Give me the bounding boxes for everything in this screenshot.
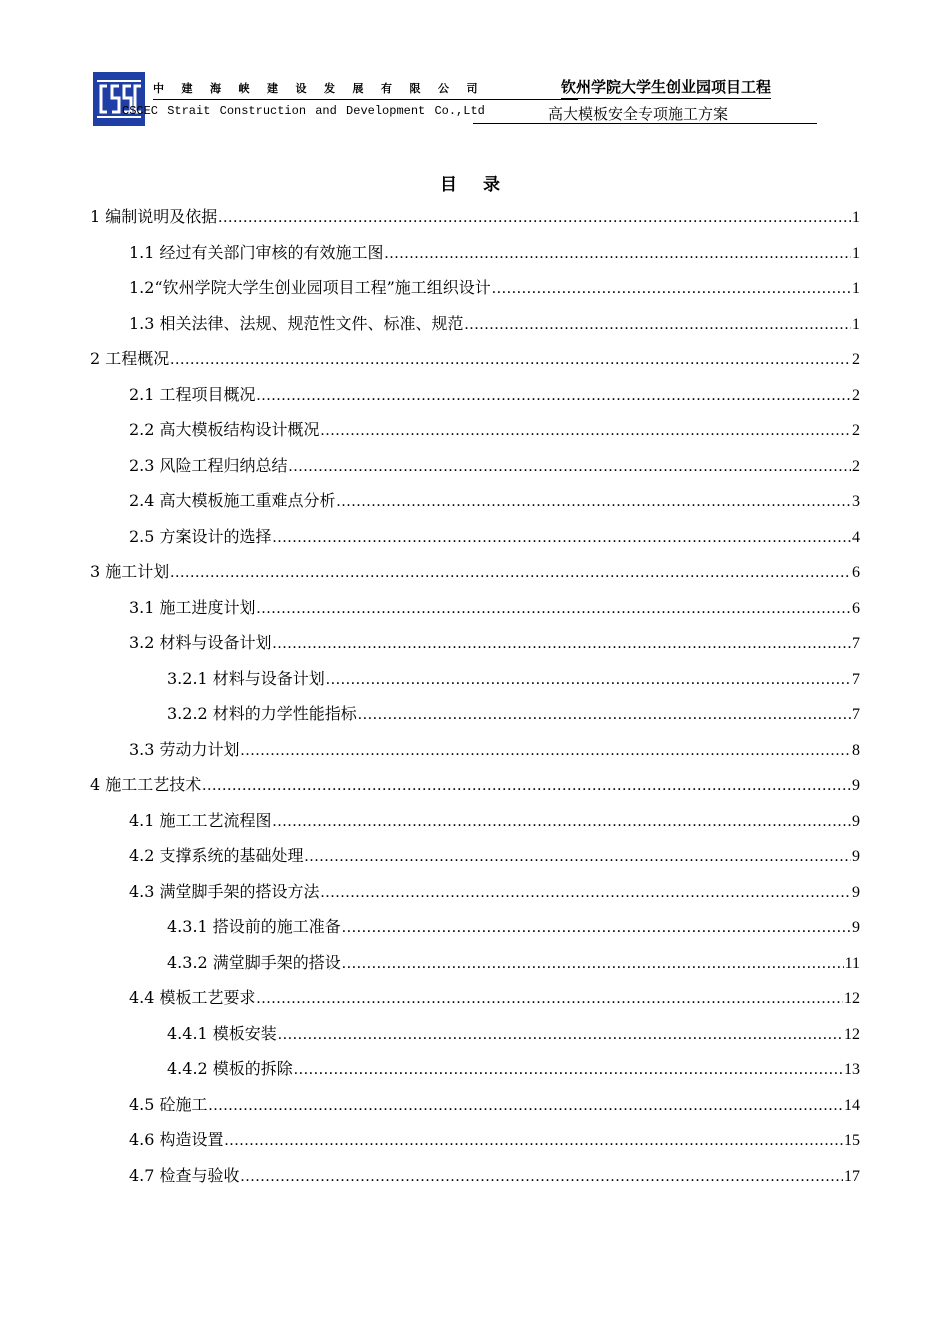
toc-entry-label: 4.7 检查与验收 — [129, 1165, 240, 1185]
toc-entry[interactable] — [90, 311, 860, 347]
toc-entry-page: 9 — [852, 848, 860, 865]
toc-entry-page: 2 — [852, 386, 860, 404]
toc-entry[interactable] — [90, 559, 860, 595]
toc-entry[interactable] — [90, 1163, 860, 1199]
toc-entry-page: 7 — [852, 670, 860, 688]
toc-leader-dots — [305, 848, 851, 866]
toc-entry[interactable] — [90, 275, 860, 311]
toc-leader-dots — [492, 280, 851, 298]
toc-entry[interactable] — [90, 595, 860, 631]
toc-leader-dots — [337, 493, 851, 511]
toc-entry-label: 2.5 方案设计的选择 — [129, 526, 272, 546]
toc-leader-dots — [273, 813, 851, 831]
toc-entry-label: 4 施工工艺技术 — [90, 775, 202, 794]
toc-entry-label: 3.3 劳动力计划 — [129, 739, 240, 759]
toc-entry-page: 8 — [852, 741, 860, 759]
toc-leader-dots — [257, 600, 851, 618]
toc-entry[interactable] — [90, 985, 860, 1021]
toc-entry[interactable] — [90, 204, 860, 240]
toc-entry[interactable] — [90, 701, 860, 737]
plan-title: 高大模板安全专项施工方案 — [548, 105, 729, 123]
toc-entry-page: 1 — [852, 209, 860, 226]
toc-entry[interactable] — [90, 453, 860, 489]
toc-entry-label: 3.1 施工进度计划 — [129, 597, 256, 617]
toc-entry-label: 2.1 工程项目概况 — [129, 384, 256, 404]
toc-leader-dots — [273, 529, 851, 547]
toc-entry-label: 1.3 相关法律、法规、规范性文件、标准、规范 — [129, 313, 464, 333]
toc-entry[interactable] — [90, 737, 860, 773]
toc-entry-label: 4.4.1 模板安装 — [167, 1023, 277, 1043]
toc-leader-dots — [321, 422, 851, 440]
toc-leader-dots — [342, 919, 851, 937]
toc-leader-dots — [385, 245, 851, 263]
toc-entry[interactable] — [90, 630, 860, 666]
toc-entry[interactable] — [90, 879, 860, 915]
company-name-cn: 中建海峡建设发展有限公司 — [153, 80, 578, 100]
toc-leader-dots — [257, 990, 843, 1008]
toc-entry[interactable] — [90, 1092, 860, 1128]
toc-entry[interactable] — [90, 240, 860, 276]
toc-leader-dots — [241, 742, 851, 760]
toc-leader-dots — [170, 564, 851, 582]
toc-entry-page: 1 — [852, 280, 860, 297]
toc-entry-page: 7 — [852, 635, 860, 652]
toc-entry-page: 1 — [852, 244, 860, 262]
toc-entry-label: 4.3.1 搭设前的施工准备 — [167, 917, 341, 936]
toc-entry-label: 4.6 构造设置 — [129, 1130, 224, 1149]
toc-leader-dots — [358, 706, 851, 724]
page-header — [93, 70, 817, 128]
toc-leader-dots — [326, 671, 851, 689]
toc-entry-page: 9 — [852, 777, 860, 794]
toc-entry-page: 6 — [852, 564, 860, 581]
toc-entry-label: 4.4 模板工艺要求 — [129, 988, 256, 1007]
toc-leader-dots — [321, 884, 851, 902]
toc-leader-dots — [218, 209, 851, 227]
toc-leader-dots — [294, 1061, 843, 1079]
toc-leader-dots — [289, 458, 851, 476]
toc-entry-page: 2 — [852, 422, 860, 439]
toc-title: 目 录 — [440, 175, 510, 195]
toc-entry-label: 4.3.2 满堂脚手架的搭设 — [167, 952, 341, 972]
toc-entry-label: 2 工程概况 — [90, 349, 170, 368]
toc-entry-label: 3 施工计划 — [90, 562, 170, 581]
toc-entry[interactable] — [90, 666, 860, 702]
toc-leader-dots — [241, 1168, 843, 1186]
toc-entry-page: 17 — [844, 1167, 860, 1185]
header-divider — [473, 123, 817, 124]
toc-leader-dots — [225, 1132, 843, 1150]
toc-entry-page: 9 — [852, 812, 860, 830]
toc-entry-page: 14 — [844, 1096, 860, 1114]
toc-entry-page: 2 — [852, 351, 860, 368]
toc-entry-label: 1.2“钦州学院大学生创业园项目工程”施工组织设计 — [129, 278, 491, 297]
toc-entry-label: 1 编制说明及依据 — [90, 207, 218, 226]
toc-entry-label: 4.4.2 模板的拆除 — [167, 1059, 293, 1078]
toc-entry-label: 2.3 风险工程归纳总结 — [129, 455, 288, 475]
toc-leader-dots — [257, 387, 851, 405]
toc-leader-dots — [170, 351, 851, 369]
toc-entry[interactable] — [90, 950, 860, 986]
toc-entry[interactable] — [90, 1056, 860, 1092]
toc-entry-label: 4.1 施工工艺流程图 — [129, 810, 272, 830]
toc-leader-dots — [278, 1026, 843, 1044]
toc-entry-label: 4.3 满堂脚手架的搭设方法 — [129, 881, 320, 901]
toc-entry-page: 4 — [852, 528, 860, 546]
toc-entry-label: 3.2 材料与设备计划 — [129, 633, 272, 652]
toc-entry-page: 15 — [844, 1132, 860, 1149]
toc-entry-page: 9 — [852, 883, 860, 901]
toc-entry[interactable] — [90, 1021, 860, 1057]
toc-leader-dots — [202, 777, 851, 795]
toc-entry-page: 7 — [852, 706, 860, 723]
toc-entry[interactable] — [90, 914, 860, 950]
toc-entry-page: 1 — [852, 315, 860, 333]
toc-entry-page: 2 — [852, 457, 860, 475]
toc-entry-label: 3.2.1 材料与设备计划 — [167, 668, 325, 688]
toc-entry[interactable] — [90, 524, 860, 560]
toc-entry-label: 1.1 经过有关部门审核的有效施工图 — [129, 242, 384, 262]
toc-leader-dots — [465, 316, 851, 334]
toc-entry[interactable] — [90, 808, 860, 844]
toc-entry-label: 2.4 高大模板施工重难点分析 — [129, 491, 336, 510]
toc-entry[interactable] — [90, 346, 860, 382]
table-of-contents — [90, 204, 860, 1198]
toc-entry-page: 13 — [844, 1061, 860, 1078]
toc-entry-page: 11 — [844, 954, 860, 972]
toc-entry[interactable] — [90, 843, 860, 879]
toc-entry[interactable] — [90, 417, 860, 453]
toc-entry-label: 4.5 砼施工 — [129, 1094, 208, 1114]
project-title: 钦州学院大学生创业园项目工程 — [561, 76, 771, 99]
toc-entry-page: 9 — [852, 919, 860, 936]
toc-entry[interactable] — [90, 382, 860, 418]
toc-entry-page: 12 — [844, 1025, 860, 1043]
toc-entry[interactable] — [90, 488, 860, 524]
toc-entry-page: 12 — [844, 990, 860, 1007]
company-name-en: CSCEC Strait Construction and Development Co.,Ltd — [122, 104, 485, 118]
toc-entry-page: 6 — [852, 599, 860, 617]
toc-leader-dots — [209, 1097, 843, 1115]
toc-entry[interactable] — [90, 772, 860, 808]
toc-leader-dots — [342, 955, 844, 973]
toc-entry-label: 2.2 高大模板结构设计概况 — [129, 420, 320, 439]
toc-entry-label: 4.2 支撑系统的基础处理 — [129, 846, 304, 865]
toc-entry-page: 3 — [852, 493, 860, 510]
toc-entry[interactable] — [90, 1127, 860, 1163]
toc-leader-dots — [273, 635, 851, 653]
toc-entry-label: 3.2.2 材料的力学性能指标 — [167, 704, 357, 723]
